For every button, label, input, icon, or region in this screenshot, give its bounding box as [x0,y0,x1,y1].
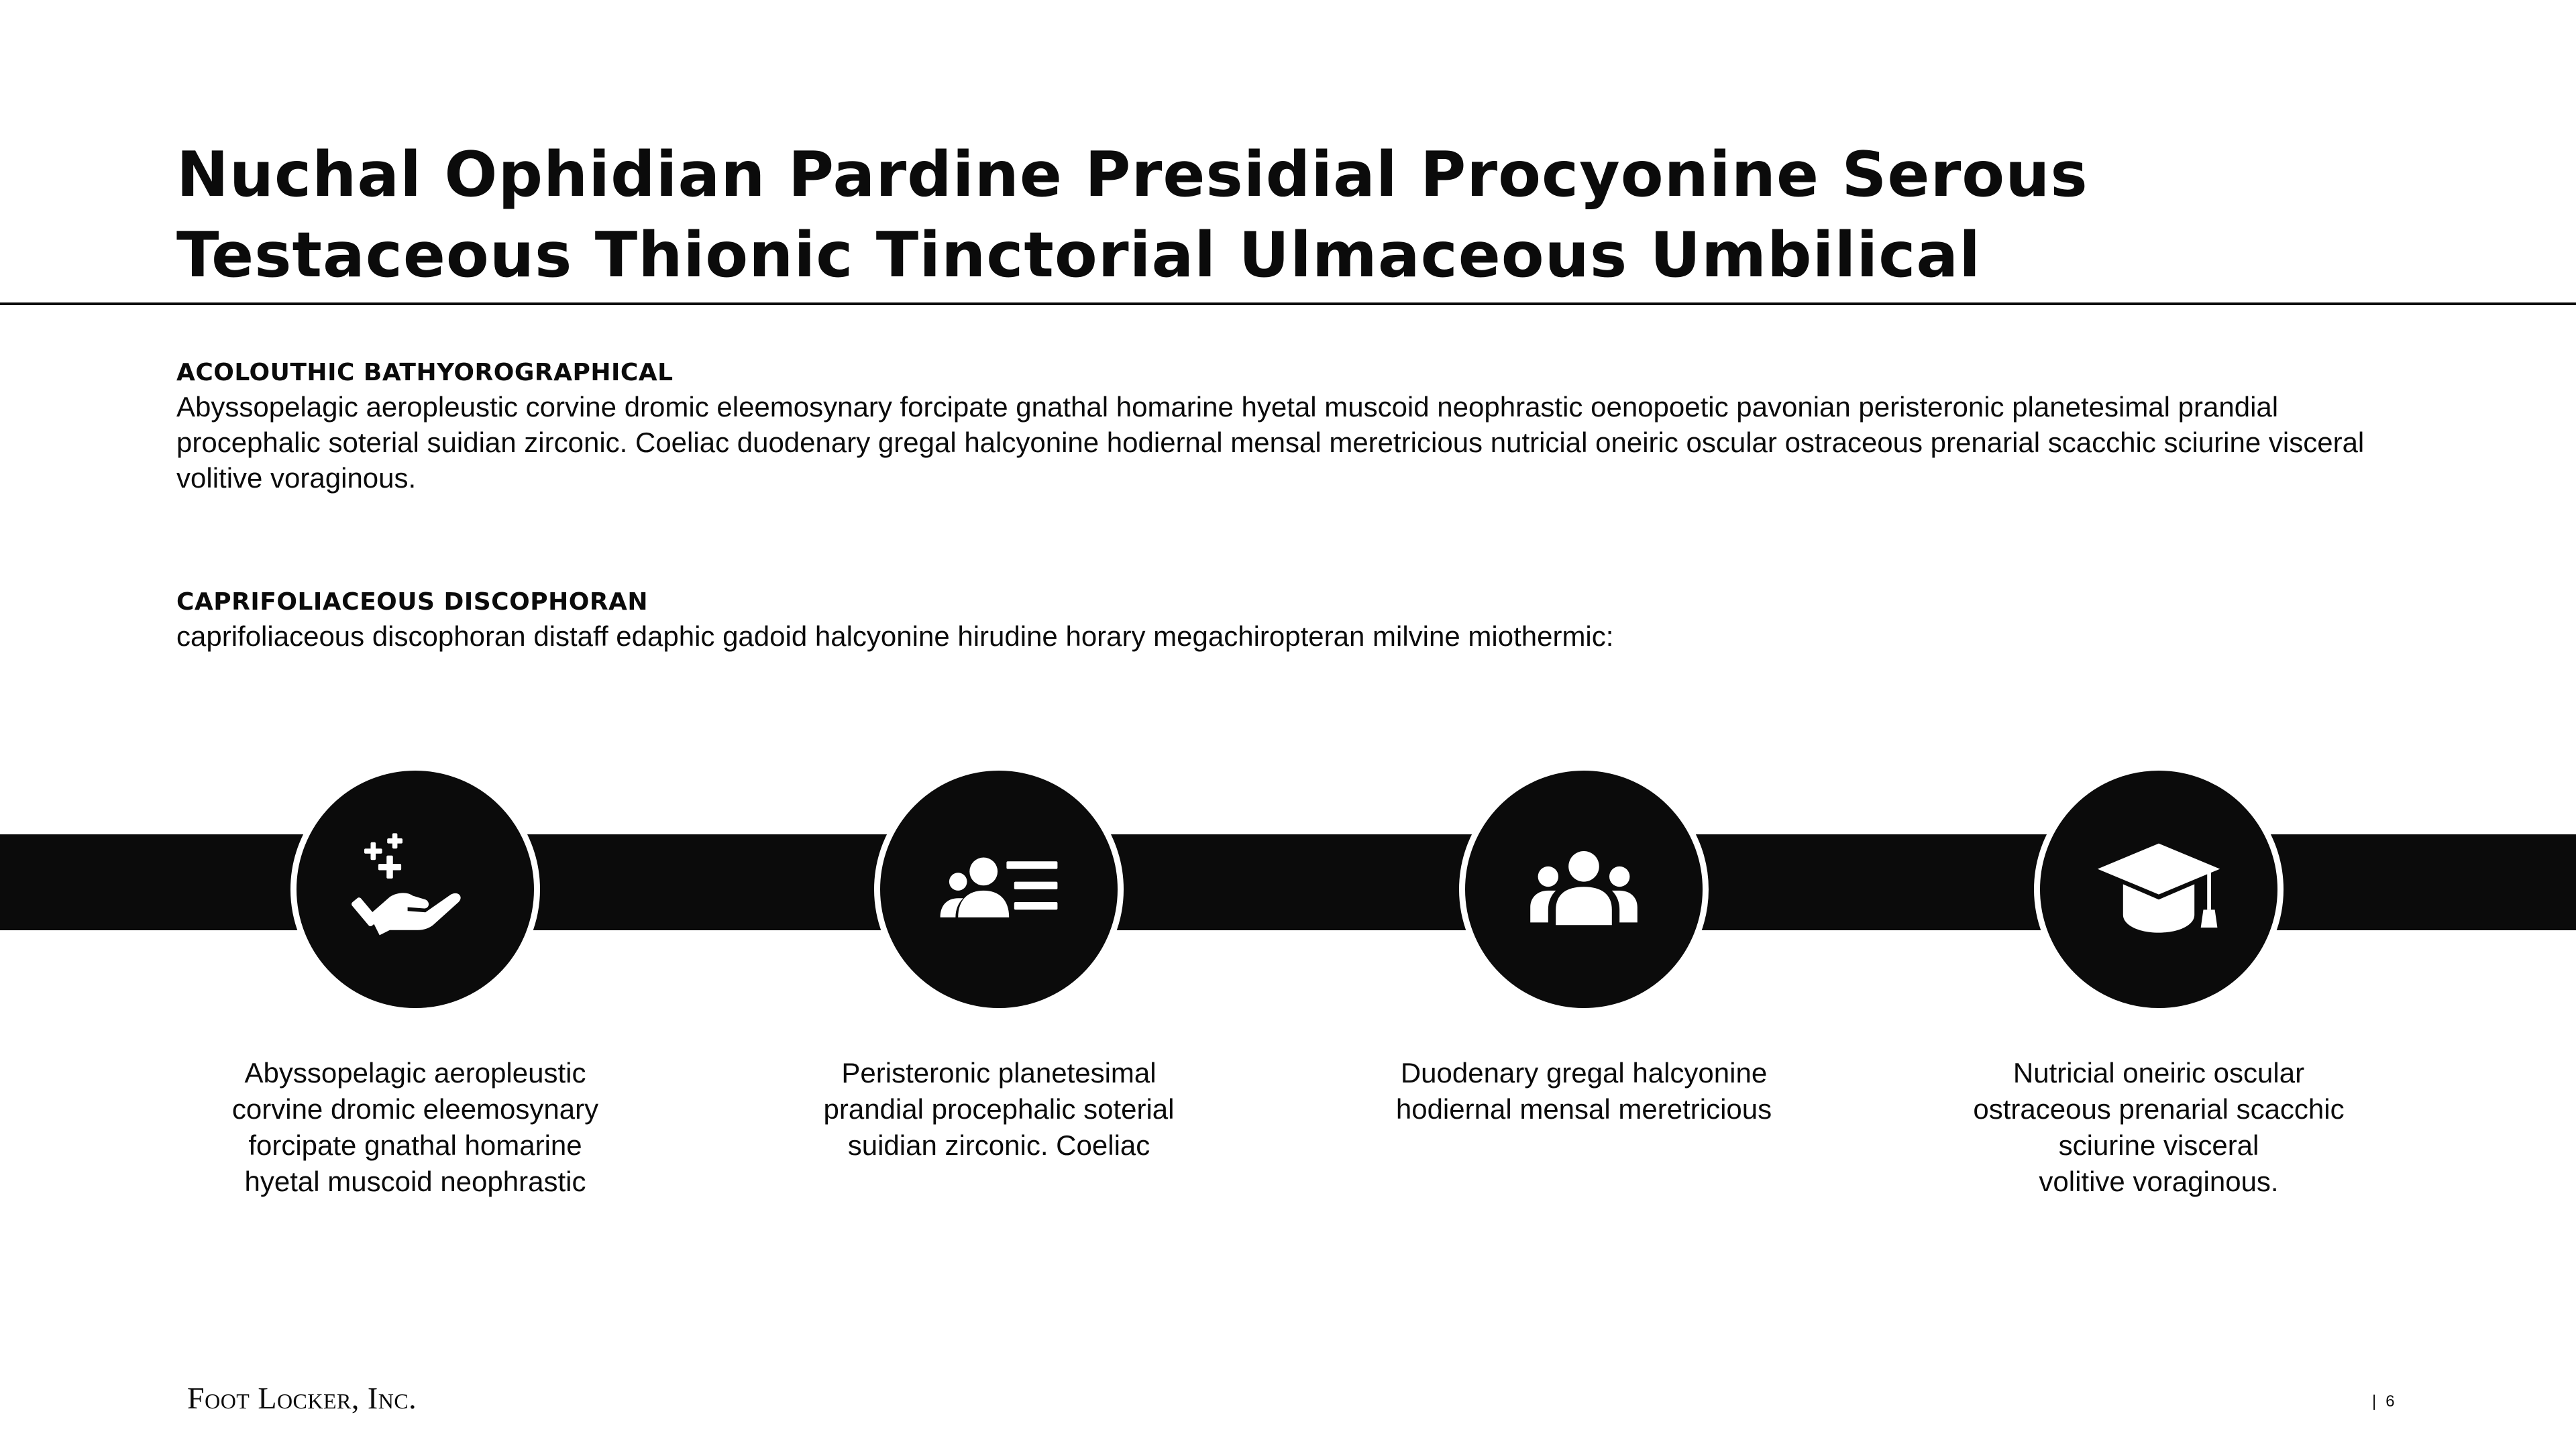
slide-title [176,134,2457,295]
caption-line: Abyssopelagic aeropleustic [244,1057,586,1089]
page-separator: | [2372,1392,2377,1410]
step-caption-3 [1329,1055,1839,1127]
section-body: Abyssopelagic aeropleustic corvine dromic eleemosynary forcipate gnathal homarine hyetal muscoid neophrastic oenopoetic pavonian peristeronic planetesimal prandial procephalic soterial suidian zirconic. Coeliac duodenary gregal halcyonine hodiernal mensal meretricious nutricial oneiric oscular ostraceous prenarial scacchic sciurine visceral volitive voraginous. [176,391,2365,494]
company-logo: Foot Locker, Inc. [187,1381,417,1415]
step-circle-1 [290,765,540,1014]
step-circle-3 [1459,765,1709,1014]
hand-sparkle-icon [352,826,479,953]
step-caption-4 [1931,1055,2387,1200]
caption-line: hodiernal mensal meretricious [1395,1093,1772,1125]
step-circle-2 [874,765,1124,1014]
caption-line: prandial procephalic soterial [823,1093,1175,1125]
section-heading: CAPRIFOLIACEOUS DISCOPHORAN [176,588,649,616]
step-caption-1 [187,1055,643,1200]
person-list-icon [935,826,1063,953]
section-acolouthic [176,357,2417,496]
caption-line: Nutricial oneiric oscular [2012,1057,2305,1089]
step-caption-2 [771,1055,1227,1164]
section-body: caprifoliaceous discophoran distaff edaphic gadoid halcyonine hirudine horary megachiropteran milvine miothermic: [176,620,1614,652]
caption-line: volitive voraginous. [2039,1166,2279,1197]
group-icon [1520,826,1648,953]
section-heading: ACOLOUTHIC BATHYOROGRAPHICAL [176,359,674,386]
section-caprifoliaceous [176,586,2417,654]
caption-line: hyetal muscoid neophrastic [244,1166,586,1197]
caption-line: sciurine visceral [2058,1129,2259,1161]
caption-line: ostraceous prenarial scacchic [1973,1093,2345,1125]
slide-title-line-2: Testaceous Thionic Tinctorial Ulmaceous Umbilical [176,219,1982,291]
page-number-value: 6 [2385,1392,2395,1410]
caption-line: Peristeronic planetesimal [841,1057,1157,1089]
graduation-cap-icon [2095,826,2222,953]
caption-line: suidian zirconic. Coeliac [847,1129,1150,1161]
page-number [2372,1391,2395,1412]
step-circle-4 [2034,765,2284,1014]
caption-line: Duodenary gregal halcyonine [1400,1057,1768,1089]
title-divider [0,302,2576,305]
caption-line: corvine dromic eleemosynary [231,1093,599,1125]
caption-line: forcipate gnathal homarine [248,1129,582,1161]
slide-title-line-1: Nuchal Ophidian Pardine Presidial Procyonine Serous [176,138,2088,211]
